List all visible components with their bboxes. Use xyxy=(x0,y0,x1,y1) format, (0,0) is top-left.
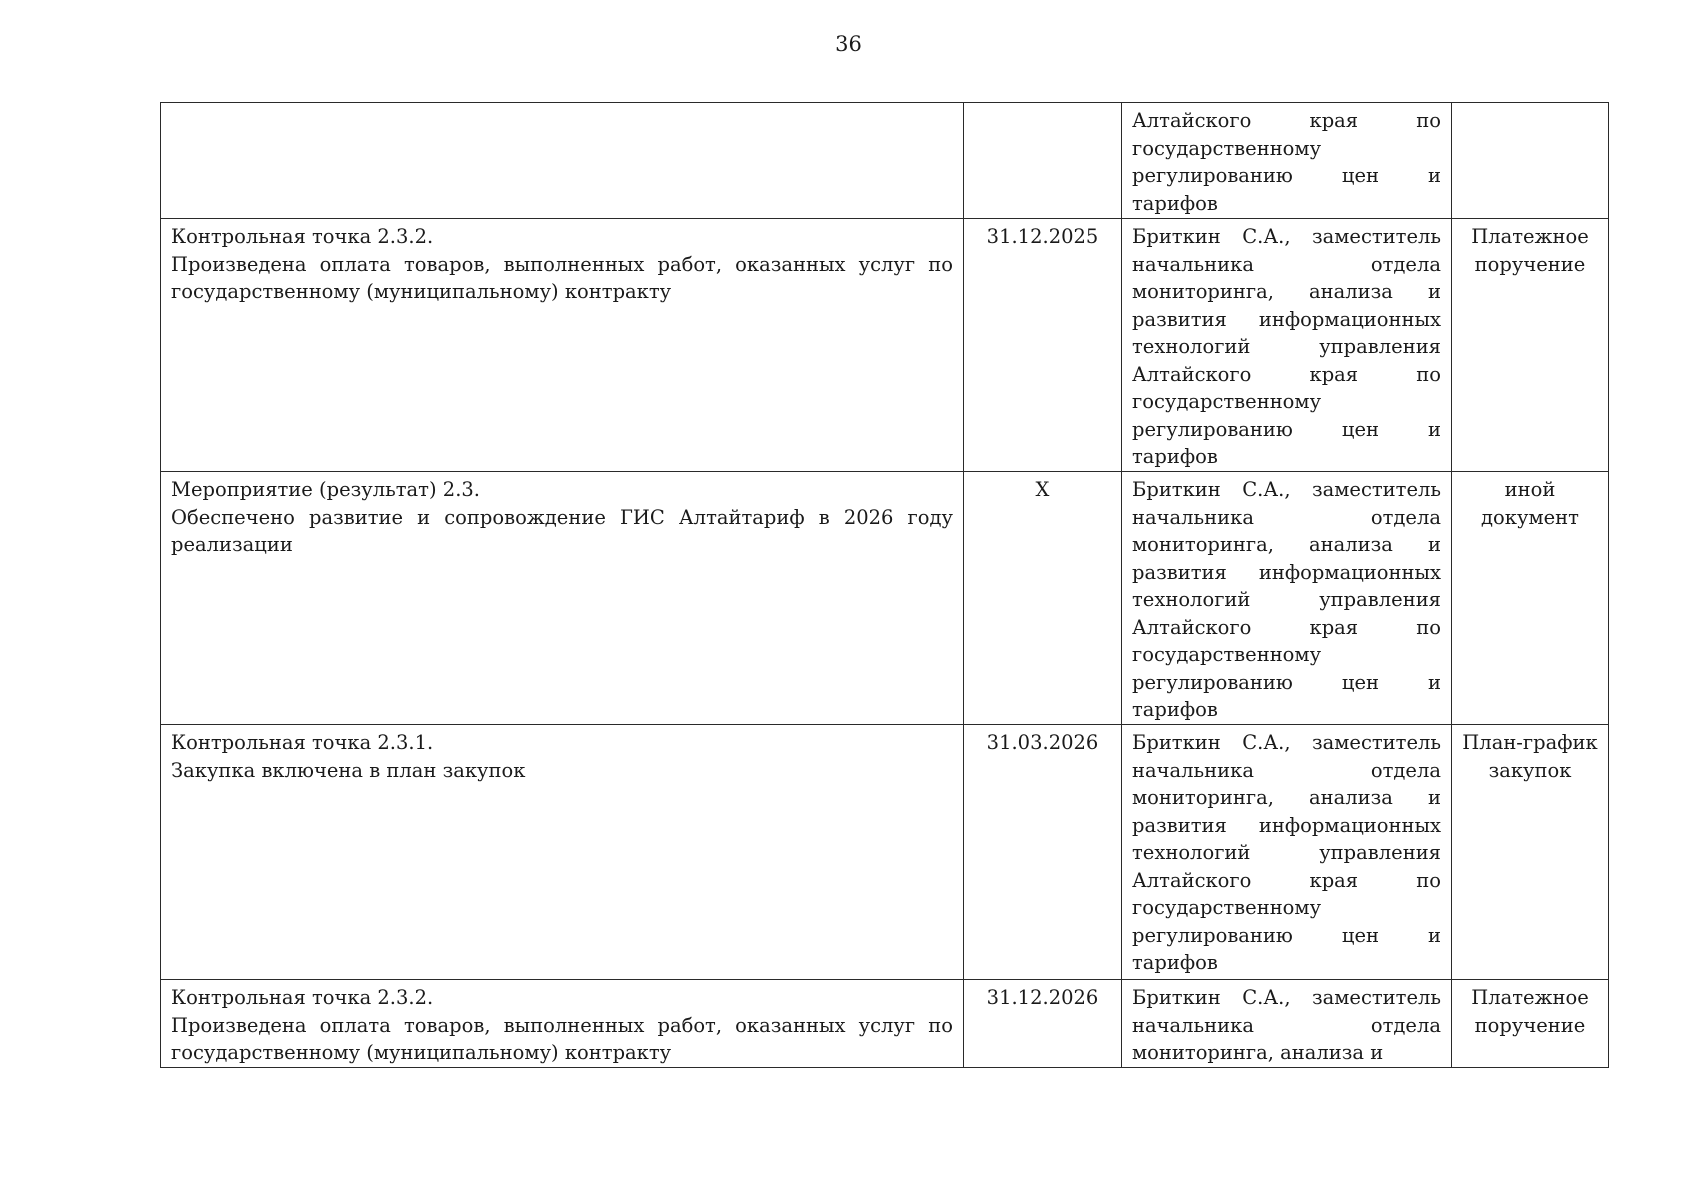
event-title: Контрольная точка 2.3.2. xyxy=(171,986,434,1009)
responsible-cell xyxy=(1122,103,1452,219)
responsible-cell xyxy=(1122,980,1452,1068)
responsible-cell xyxy=(1122,219,1452,472)
event-description: Закупка включена в план закупок xyxy=(171,758,526,782)
responsible-text: Бриткин С.А., заместитель начальника отдела мониторинга, анализа и xyxy=(1132,986,1441,1064)
responsible-text: Бриткин С.А., заместитель начальника отдела мониторинга, анализа и развития информационных технологий управления Алтайского края по государственному регулированию цен и тарифов xyxy=(1132,225,1441,468)
event-description: Произведена оплата товаров, выполненных работ, оказанных услуг по государственному (муниципальному) контракту xyxy=(171,1013,953,1064)
deadline-cell: 31.12.2026 xyxy=(964,980,1122,1068)
responsible-text: Бриткин С.А., заместитель начальника отдела мониторинга, анализа и развития информационных технологий управления Алтайского края по государственному регулированию цен и тарифов xyxy=(1132,731,1441,974)
event-description: Произведена оплата товаров, выполненных работ, оказанных услуг по государственному (муниципальному) контракту xyxy=(171,252,953,303)
table-row xyxy=(161,472,1609,725)
event-cell xyxy=(161,219,964,472)
event-title: Контрольная точка 2.3.2. xyxy=(171,225,434,248)
event-title: Контрольная точка 2.3.1. xyxy=(171,731,434,754)
deadline-cell xyxy=(964,103,1122,219)
event-cell xyxy=(161,980,964,1068)
document-cell: иной документ xyxy=(1452,472,1609,725)
event-description: Обеспечено развитие и сопровождение ГИС Алтайтариф в 2026 году реализации xyxy=(171,505,953,556)
responsible-text: Бриткин С.А., заместитель начальника отдела мониторинга, анализа и развития информационных технологий управления Алтайского края по государственному регулированию цен и тарифов xyxy=(1132,478,1441,721)
table-row xyxy=(161,219,1609,472)
event-title: Мероприятие (результат) 2.3. xyxy=(171,478,480,501)
document-cell xyxy=(1452,103,1609,219)
responsible-cell xyxy=(1122,725,1452,980)
document-cell: Платежное поручение xyxy=(1452,980,1609,1068)
event-cell xyxy=(161,725,964,980)
responsible-cell xyxy=(1122,472,1452,725)
table-row xyxy=(161,725,1609,980)
deadline-cell: 31.12.2025 xyxy=(964,219,1122,472)
document-cell: Платежное поручение xyxy=(1452,219,1609,472)
table-row xyxy=(161,103,1609,219)
deadline-cell: X xyxy=(964,472,1122,725)
deadline-cell: 31.03.2026 xyxy=(964,725,1122,980)
document-cell: План-график закупок xyxy=(1452,725,1609,980)
page-number: 36 xyxy=(835,32,862,56)
event-cell xyxy=(161,103,964,219)
table-row xyxy=(161,980,1609,1068)
event-cell xyxy=(161,472,964,725)
responsible-text: Алтайского края по государственному регулированию цен и тарифов xyxy=(1132,109,1441,215)
plan-table xyxy=(160,102,1609,1068)
